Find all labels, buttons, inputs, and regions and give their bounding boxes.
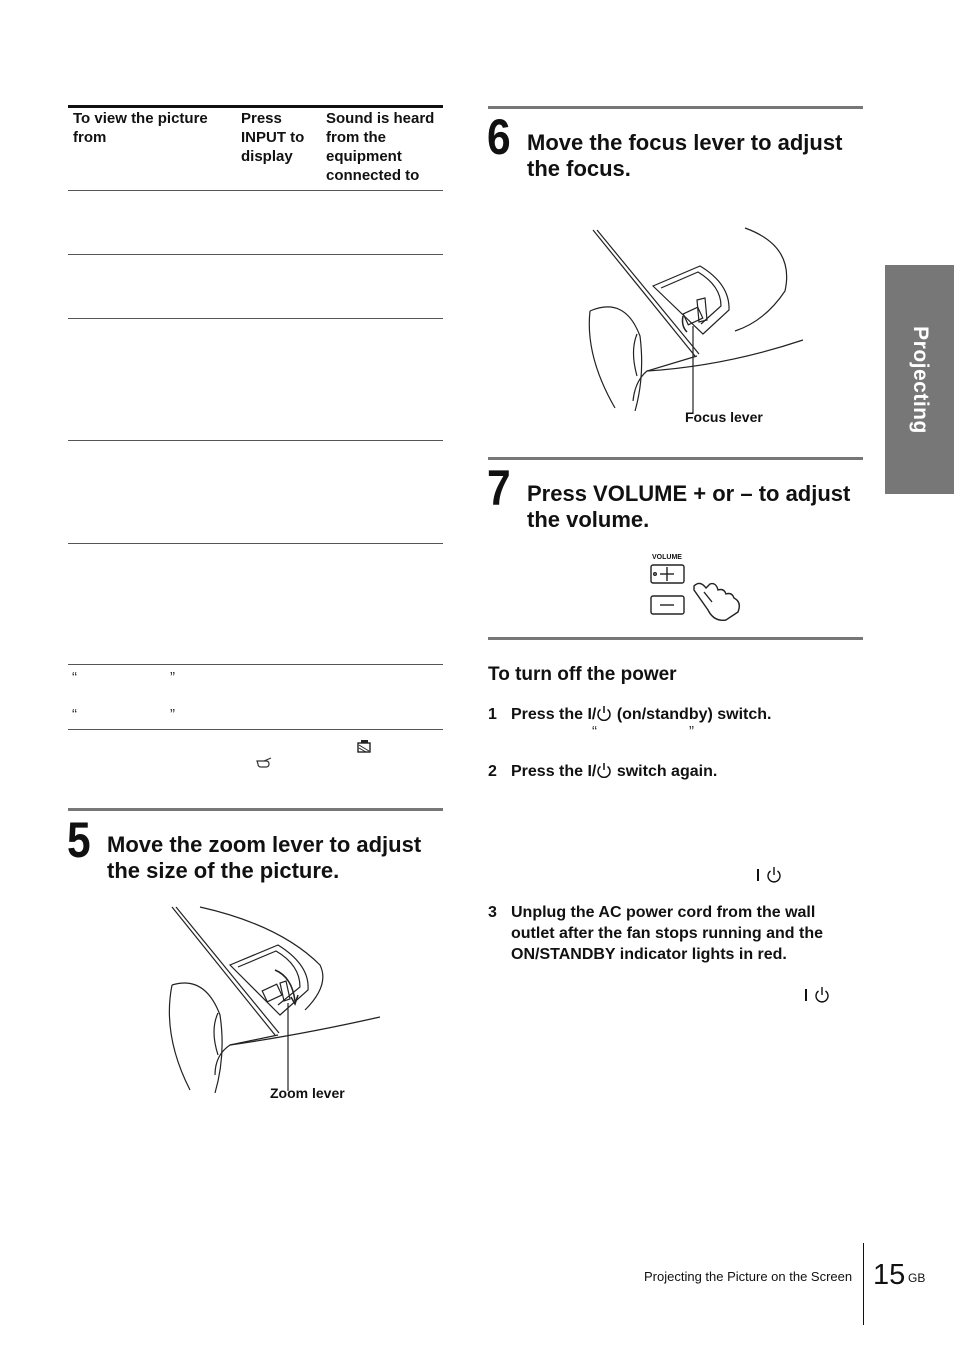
table-row-divider (68, 664, 443, 665)
table-row-divider (68, 254, 443, 255)
power-off-heading: To turn off the power (488, 664, 677, 685)
power-step-2 (488, 761, 863, 783)
table-header-source: To view the picture from (73, 110, 208, 146)
power-step-1-text-after: (on/standby) switch. (612, 706, 772, 723)
power-step-1 (488, 704, 863, 726)
step-5-title: Move the zoom lever to adjust the size of the picture. (107, 832, 422, 883)
step-7-rule (488, 457, 863, 460)
power-step-2-number: 2 (488, 763, 497, 780)
table-top-rule (68, 105, 443, 108)
quote-close: ” (170, 706, 175, 723)
power-step-1-text-before: Press the (511, 706, 588, 723)
power-symbol-icon (802, 985, 832, 1005)
power-step-3-text: Unplug the AC power cord from the wall outlet after the fan stops running and the ON/STANDBY indicator lights in red. (511, 904, 823, 963)
power-step-1-text (511, 704, 772, 725)
section-side-tab (885, 265, 954, 494)
power-step-2-text (511, 761, 717, 782)
page-number: 15 (873, 1259, 906, 1291)
power-symbol-icon (754, 865, 784, 885)
table-header-input: Press INPUT to display (241, 110, 305, 165)
step-5-number: 5 (67, 812, 91, 868)
power-step-2-text-after: switch again. (612, 763, 718, 780)
focus-lever-caption: Focus lever (685, 409, 763, 425)
quote-open: “ (72, 706, 77, 723)
table-row-divider (68, 318, 443, 319)
zoom-lever-illustration (160, 905, 390, 1095)
pointing-hand-icon (256, 756, 272, 770)
power-step-3-number: 3 (488, 904, 497, 921)
page-number-suffix: GB (908, 1271, 926, 1285)
step-5-rule (68, 808, 443, 811)
projector-icon (356, 739, 374, 755)
focus-lever-illustration (585, 226, 815, 416)
quote-close: ” (170, 669, 175, 686)
step-7-bottom-rule (488, 637, 863, 640)
footer-section-title: Projecting the Picture on the Screen (644, 1269, 853, 1284)
step-6-rule (488, 106, 863, 109)
input-table (68, 105, 443, 731)
step-7-title: Press VOLUME + or – to adjust the volume. (527, 481, 851, 532)
power-step-3 (488, 902, 863, 968)
table-row-divider (68, 543, 443, 544)
volume-label: VOLUME (652, 554, 682, 561)
power-step-1-number: 1 (488, 706, 497, 723)
zoom-lever-caption: Zoom lever (270, 1085, 345, 1101)
quote-open: “ (72, 669, 77, 686)
quote-open: “ (592, 723, 597, 740)
table-row-divider (68, 729, 443, 730)
table-header-sound: Sound is heard from the equipment connected to (326, 110, 435, 184)
volume-buttons-illustration (648, 562, 748, 622)
table-row-divider (68, 190, 443, 191)
quote-close: ” (689, 723, 694, 740)
on-standby-icon: I/ (587, 706, 612, 723)
table-row-divider (68, 440, 443, 441)
step-7-number: 7 (487, 460, 511, 516)
section-side-tab-label: Projecting (908, 325, 932, 434)
on-standby-icon: I/ (587, 763, 612, 780)
power-step-2-text-before: Press the (511, 763, 588, 780)
footer-divider (863, 1243, 864, 1325)
step-6-title: Move the focus lever to adjust the focus. (527, 130, 843, 181)
step-6-number: 6 (487, 109, 511, 165)
